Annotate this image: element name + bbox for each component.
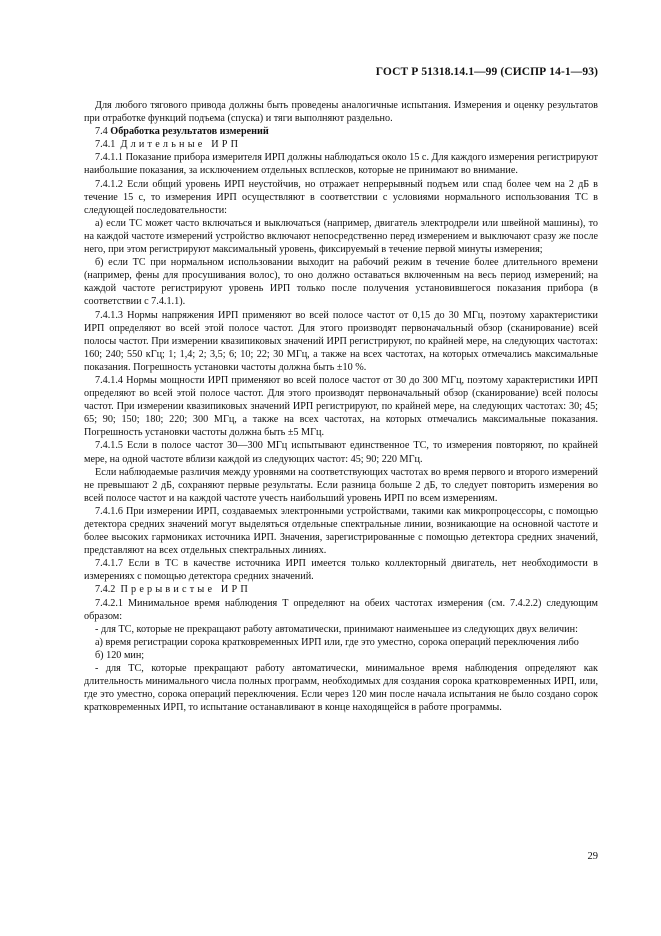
subsection-heading [84, 583, 598, 596]
document-body [84, 99, 598, 714]
page-number: 29 [587, 851, 598, 862]
paragraph: б) 120 мин; [95, 649, 145, 661]
paragraph: - для ТС, которые не прекращают работу автоматически, принимают наименьшее из следующих двух величин: [95, 623, 578, 635]
paragraph: 7.4.1.2 Если общий уровень ИРП неустойчив, но отражает непрерывный подъем или спад более чем на 2 дБ в течение 15 с, то измерения ИРП осуществляют в соответствии с условиями нормального использования ТС в следующей последовательности: [84, 178, 598, 216]
paragraph: 7.4.1.7 Если в ТС в качестве источника ИРП имеется только коллекторный двигатель, нет необходимости в измерениях с помощью детектора средних значений. [84, 558, 598, 583]
subsection-title: Длительные ИРП [120, 139, 242, 151]
paragraph: - для ТС, которые прекращают работу автоматически, минимальное время наблюдения определяют как длительность минимального числа полных программ, необходимых для создания сорока кратковременных ИРП, или, где это уместно, сорока операций переключения. Если через 120 мин после начала испытания не было создано сорок кратковременных ИРП, то испытание останавливают в конце находящейся в работе программы. [84, 663, 598, 714]
paragraph: 7.4.1.6 При измерении ИРП, создаваемых электронными устройствами, такими как микропроцессоры, с помощью детектора средних значений могут выделяться отдельные спектральные линии, возникающие на основной частоте и более высоких гармониках источника ИРП. Значения, зарегистрированные с помощью детектора средних значений, представляют на всех отдельных спектральных линиях. [84, 505, 598, 557]
paragraph: 7.4.1.3 Нормы напряжения ИРП применяют во всей полосе частот от 0,15 до 30 МГц, поэтому характеристики ИРП определяют во всей этой полосе частот. Для этого производят первоначальный обзор (сканирование) всей полосы частот. При измерении квазипиковых значений ИРП регистрируют, по крайней мере, на следующих частотах: 160; 240; 550 кГц; 1; 1,4; 2; 3,5; 6; 10; 22; 30 МГц, а также на всех частотах, на которых отмечались максимальные показания. Погрешность установки частоты должна быть ±10 %. [84, 309, 598, 373]
paragraph: б) если ТС при нормальном использовании выходит на рабочий режим в течение более длительного времени (например, фены для просушивания волос), то оно должно оставаться включенным на весь период измерений; на каждой частоте регистрируют уровень ИРП только после получения установившегося показания прибора (в соответствии с 7.4.1.1). [84, 257, 598, 308]
subsection-title: Прерывистые ИРП [120, 584, 251, 596]
subsection-number: 7.4.1 [95, 139, 116, 151]
paragraph: Для любого тягового привода должны быть проведены аналогичные испытания. Измерения и оценку результатов при отработке функций подъема (спуска) и тяги выполняют раздельно. [84, 100, 598, 125]
subsection-number: 7.4.2 [95, 584, 116, 596]
page-header: ГОСТ Р 51318.14.1—99 (СИСПР 14-1—93) [375, 66, 598, 78]
paragraph: 7.4.1.5 Если в полосе частот 30—300 МГц испытывают единственное ТС, то измерения повторяют, по крайней мере, на одной частоте вблизи каждой из следующих частот: 45; 90; 220 МГц. [84, 440, 598, 465]
paragraph: а) время регистрации сорока кратковременных ИРП или, где это уместно, сорока операций переключения либо [95, 636, 579, 648]
paragraph: 7.4.1.1 Показание прибора измерителя ИРП должны наблюдаться около 15 с. Для каждого измерения регистрируют наибольшие показания, за исключением отдельных всплесков, которые не принимают во внимание. [84, 152, 598, 177]
paragraph: 7.4.2.1 Минимальное время наблюдения Т определяют на обеих частотах измерения (см. 7.4.2.2) следующим образом: [84, 597, 598, 622]
section-number: 7.4 [95, 126, 108, 138]
section-title: Обработка результатов измерений [110, 126, 269, 138]
subsection-heading [84, 138, 598, 151]
paragraph: 7.4.1.4 Нормы мощности ИРП применяют во всей полосе частот от 30 до 300 МГц, поэтому характеристики ИРП определяют во всей этой полосе частот. Для этого производят первоначальный обзор (сканирование) всей полосы частот. При измерении квазипиковых значений ИРП регистрируют, по крайней мере, на следующих частотах: 30; 45; 65; 90; 150; 180; 220; 300 МГц, а также на всех частотах, на которых отмечались максимальные показания. Погрешность установки частоты должна быть ±5 МГц. [84, 374, 598, 439]
paragraph: Если наблюдаемые различия между уровнями на соответствующих частотах во время первого и второго измерений не превышают 2 дБ, сохраняют первые результаты. Если разница больше 2 дБ, то следует повторить измерения во всей полосе частот и на каждой частоте учесть наибольший уровень ИРП по всем измерениям. [84, 466, 598, 504]
section-heading [84, 125, 598, 138]
paragraph: а) если ТС может часто включаться и выключаться (например, двигатель электродрели или швейной машины), то на каждой частоте измерений устройство включают непосредственно перед измерением и выключают сразу же после него, при этом регистрируют максимальный уровень, фиксируемый в течение первой минуты измерения; [84, 217, 598, 256]
